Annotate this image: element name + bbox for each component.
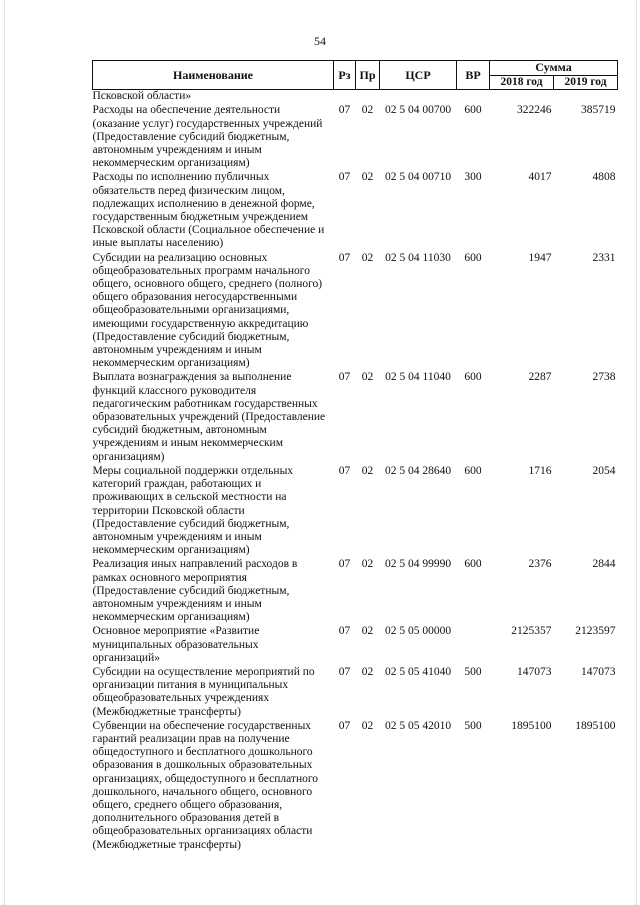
header-year-2018: 2018 год xyxy=(490,76,554,90)
header-csr: ЦСР xyxy=(380,61,457,90)
row-pr: 02 xyxy=(361,719,374,732)
row-vr: 600 xyxy=(464,558,482,571)
table-row xyxy=(93,465,618,558)
row-sum-2019: 4808 xyxy=(592,171,616,184)
row-name: Реализация иных направлений расходов в рамках основного мероприятия (Предоставление субсидий бюджетным, автономным учреждениям и иным некоммерческим организациям) xyxy=(92,558,298,624)
row-sum-2018: 4017 xyxy=(528,171,552,184)
row-sum-2018: 1716 xyxy=(528,464,552,477)
page-edge-right xyxy=(636,0,637,905)
table-row xyxy=(93,625,618,666)
header-vr: ВР xyxy=(457,61,490,90)
row-csr: 02 5 04 11030 xyxy=(385,251,451,264)
row-sum-2019: 2844 xyxy=(592,558,616,571)
row-vr: 600 xyxy=(464,251,482,264)
table-row xyxy=(93,720,618,853)
row-rz: 07 xyxy=(338,558,351,571)
table-header xyxy=(93,61,618,90)
row-pr: 02 xyxy=(361,251,374,264)
row-rz: 07 xyxy=(338,625,351,638)
header-rz: Рз xyxy=(334,61,356,90)
row-sum-2019: 2054 xyxy=(592,464,616,477)
header-year-2019: 2019 год xyxy=(554,76,618,90)
table-row xyxy=(93,558,618,625)
table-row xyxy=(93,666,618,720)
row-vr xyxy=(457,625,490,666)
row-sum-2018: 2376 xyxy=(528,558,552,571)
header-pr: Пр xyxy=(356,61,380,90)
row-csr: 02 5 05 00000 xyxy=(384,625,452,638)
row-vr: 500 xyxy=(464,719,482,732)
page-number: 54 xyxy=(314,34,326,48)
row-csr: 02 5 04 00710 xyxy=(384,171,452,184)
row-name: Расходы на обеспечение деятельности (оказание услуг) государственных учреждений (Предоставление субсидий бюджетным, автономным учреждениям и иным некоммерческим организациям) xyxy=(92,104,323,170)
row-vr: 500 xyxy=(464,665,482,678)
table-row xyxy=(93,252,618,372)
table-row xyxy=(93,371,618,464)
row-pr: 02 xyxy=(361,371,374,384)
table-row xyxy=(93,171,618,251)
row-sum-2019: 385719 xyxy=(581,104,616,117)
row-sum-2018: 2287 xyxy=(528,371,552,384)
row-vr: 600 xyxy=(464,464,482,477)
row-name: Расходы по исполнению публичных обязательств перед физическим лицом, подлежащих исполнению в денежной форме, государственным бюджетным учреждением Псковской области (Социальное обеспечение и иные выплаты населению) xyxy=(92,171,325,250)
row-sum-2018: 322246 xyxy=(517,104,552,117)
row-sum-2019: 2123597 xyxy=(575,625,616,638)
row-rz: 07 xyxy=(338,665,351,678)
row-pr: 02 xyxy=(361,625,374,638)
row-pr: 02 xyxy=(361,171,374,184)
table-row xyxy=(93,104,618,171)
row-sum-2018: 147073 xyxy=(517,665,552,678)
row-csr: 02 5 04 11040 xyxy=(385,371,451,384)
table-row-continuation xyxy=(93,90,618,105)
row-sum-2019: 147073 xyxy=(581,665,616,678)
row-sum-2019: 2738 xyxy=(592,371,616,384)
row-rz: 07 xyxy=(338,464,351,477)
row-sum-2018: 1947 xyxy=(528,251,552,264)
budget-table xyxy=(92,60,618,853)
row-rz: 07 xyxy=(338,104,351,117)
row-csr: 02 5 05 42010 xyxy=(384,719,452,732)
row-sum-2018: 1895100 xyxy=(511,719,552,732)
row-rz: 07 xyxy=(338,251,351,264)
header-sum: Сумма xyxy=(490,61,618,76)
row-rz: 07 xyxy=(338,371,351,384)
row-csr: 02 5 05 41040 xyxy=(384,665,452,678)
row-csr: 02 5 04 00700 xyxy=(384,104,452,117)
row-csr: 02 5 04 28640 xyxy=(384,464,452,477)
page-edge-left xyxy=(4,0,5,905)
row-name: Основное мероприятие «Развитие муниципальных образовательных организаций» xyxy=(92,625,260,664)
row-rz: 07 xyxy=(338,171,351,184)
row-name: Субсидии на реализацию основных общеобразовательных программ начального общего, основного общего, среднего (полного) общего образования негосударственными общеобразовательными организациями, имеющими государственную аккредитацию (Предоставление субсидий бюджетным, автономным учреждениям и иным некоммерческим организациям) xyxy=(92,251,323,370)
row-sum-2018: 2125357 xyxy=(511,625,552,638)
row-vr: 600 xyxy=(464,371,482,384)
row-name: Выплата вознаграждения за выполнение функций классного руководителя педагогическим работникам государственных образовательных учреждений (Предоставление субсидий бюджетным, автономным учреждениям и иным некоммерческим организациям) xyxy=(92,371,326,463)
row-pr: 02 xyxy=(361,104,374,117)
row-sum-2019: 2331 xyxy=(592,251,616,264)
header-name: Наименование xyxy=(93,61,334,90)
row-vr: 300 xyxy=(464,171,482,184)
row-name: Субсидии на осуществление мероприятий по организации питания в муниципальных общеобразовательных учреждениях (Межбюджетные трансферты) xyxy=(92,665,315,718)
table-body xyxy=(93,90,618,853)
row-pr: 02 xyxy=(361,665,374,678)
row-sum-2019: 1895100 xyxy=(575,719,616,732)
row-csr: 02 5 04 99990 xyxy=(384,558,452,571)
row-name: Меры социальной поддержки отдельных категорий граждан, работающих и проживающих в сельской местности на территории Псковской области (Предоставление субсидий бюджетным, автономным учреждениям и иным некоммерческим организациям) xyxy=(92,464,294,557)
row-vr: 600 xyxy=(464,104,482,117)
row-pr: 02 xyxy=(361,464,374,477)
row-pr: 02 xyxy=(361,558,374,571)
row-name: Субвенции на обеспечение государственных гарантий реализации прав на получение общедоступного и бесплатного дошкольного образования в дошкольных образовательных организациях, общедоступного и бесплатного дошкольного, начального общего, основного общего, среднего общего образования, дополнительного образования детей в общеобразовательных организациях области (Межбюджетные трансферты) xyxy=(92,719,319,851)
row-rz: 07 xyxy=(338,719,351,732)
continuation-text: Псковской области» xyxy=(92,90,192,103)
